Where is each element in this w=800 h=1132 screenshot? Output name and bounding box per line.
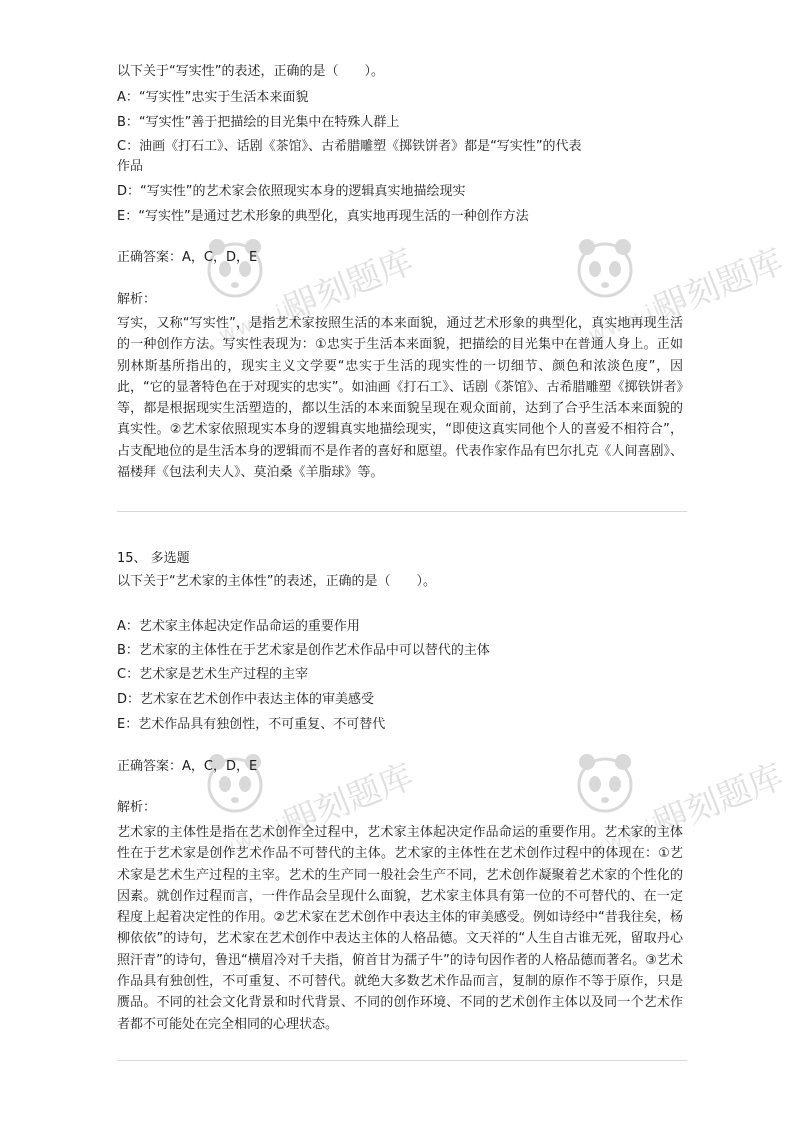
q14-analysis-label: 解析： [117, 292, 157, 307]
divider [117, 511, 687, 512]
q15-option-b: B：艺术家的主体性在于艺术家是创作艺术作品中可以替代的主体 [117, 643, 490, 658]
q14-option-c-cont: 作品 [117, 159, 144, 174]
watermark-url: www.jike [215, 286, 321, 348]
q15-option-d: D：艺术家在艺术创作中表达主体的审美感受 [117, 692, 375, 707]
q15-analysis-label: 解析： [117, 800, 157, 815]
q15-option-e: E：艺术作品具有独创性，不可重复、不可替代 [117, 717, 386, 732]
panda-logo-icon [575, 750, 635, 820]
q15-answer: 正确答案：A，C，D，E [117, 759, 258, 774]
q14-stem: 以下关于“写实性”的表述，正确的是（ ）。 [117, 64, 384, 79]
watermark-text: 即刻题库 [647, 756, 790, 845]
q15-stem: 以下关于“艺术家的主体性”的表述，正确的是（ ）。 [117, 574, 436, 589]
q15-analysis: 艺术家的主体性是指在艺术创作全过程中，艺术家主体起决定作品命运的重要作用。艺术家的主体性在于艺术家是创作艺术作品不可替代的主体。艺术家的主体性在艺术创作过程中的体现在：①艺术家是艺术生产过程的主宰。艺术的生产同一般社会生产不同，艺术创作凝聚着艺术家的个性化的因素。就创作过程而言，一件作品会呈现什么面貌，艺术家主体具有第一位的不可替代的、在一定程度上起着决定性的作用。②艺术家在艺术创作中表达主体的审美感受。例如诗经中“昔我往矣，杨柳依依”的诗句，艺术家在艺术创作中表达主体的人格品德。文天祥的“人生自古谁无死，留取丹心照汗青”的诗句，鲁迅“横眉冷对千夫指，俯首甘为孺子牛”的诗句因作者的人格品德而著名。③艺术作品具有独创性，不可重复、不可替代。就绝大多数艺术作品而言，复制的原作不等于原作，只是赝品。不同的社会文化背景和时代背景、不同的创作环境、不同的艺术创作主体以及同一个艺术作者都不可能处在完全相同的心理状态。 [117, 825, 683, 1032]
q14-option-a: A：“写实性”忠实于生活本来面貌 [117, 90, 309, 105]
q14-option-b: B：“写实性”善于把描绘的目光集中在特殊人群上 [117, 115, 400, 130]
q15-option-c: C：艺术家是艺术生产过程的主宰 [117, 667, 309, 682]
q15-header: 15、 多选题 [117, 551, 190, 566]
q14-option-c: C：油画《打石工》、话剧《茶馆》、古希腊雕塑《掷铁饼者》都是“写实性”的代表 [117, 139, 582, 154]
divider [117, 1060, 687, 1061]
q14-analysis: 写实，又称“写实性”，是指艺术家按照生活的本来面貌，通过艺术形象的典型化，真实地再现生活的一种创作方法。写实性表现为：①忠实于生活本来面貌，把描绘的目光集中在普通人身上。正如别林斯基所指出的，现实主义文学要“忠实于生活的现实性的一切细节、颜色和浓淡色度”，因此，“它的显著特色在于对现实的忠实”。如油画《打石工》、话剧《茶馆》、古希腊雕塑《掷铁饼者》等，都是根据现实生活塑造的，都以生活的本来面貌呈现在观众面前，达到了合乎生活本来面貌的真实性。②艺术家依照现实本身的逻辑真实地描绘现实，“即使这真实同他个人的喜爱不相符合”，占支配地位的是生活本身的逻辑而不是作者的喜好和愿望。代表作家作品有巴尔扎克《人间喜剧》、福楼拜《包法利夫人》、莫泊桑《羊脂球》等。 [117, 316, 683, 481]
q14-answer: 正确答案：A，C，D，E [117, 250, 258, 265]
watermark-text: 即刻题库 [277, 241, 420, 330]
watermark-url: www.jike [585, 286, 691, 348]
panda-logo-icon [205, 235, 265, 305]
watermark-url: www.jike [215, 801, 321, 863]
q14-option-e: E：“写实性”是通过艺术形象的典型化，真实地再现生活的一种创作方法 [117, 209, 529, 224]
watermark-text: 即刻题库 [277, 756, 420, 845]
q14-option-d: D：“写实性”的艺术家会依照现实本身的逻辑真实地描绘现实 [117, 184, 466, 199]
panda-logo-icon [575, 235, 635, 305]
watermark-url: www.jike [585, 801, 691, 863]
watermark-text: 即刻题库 [647, 241, 790, 330]
q15-option-a: A：艺术家主体起决定作品命运的重要作用 [117, 619, 360, 634]
